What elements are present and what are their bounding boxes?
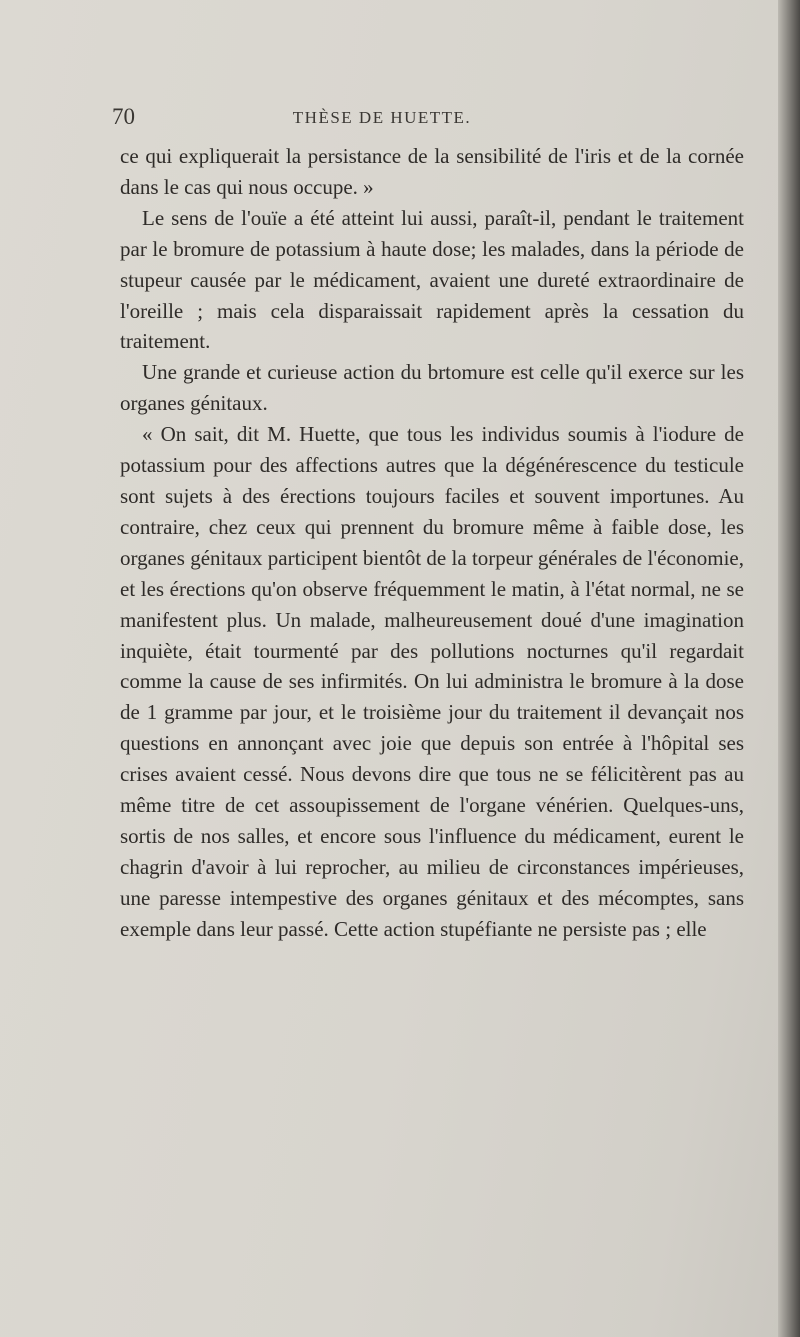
- paragraph: ce qui expliquerait la persistance de la sensibilité de l'iris et de la cornée dans le cas qui nous occupe. »: [120, 144, 744, 199]
- paragraph: Une grande et curieuse action du brtomure est celle qu'il exerce sur les organes génitaux.: [120, 360, 744, 416]
- paragraph: « On sait, dit M. Huette, que tous les individus soumis à l'iodure de potassium pour des affections autres que la dégénérescence du testicule sont sujets à des érections toujours faciles et souvent importunes. Au contraire, chez ceux qui prennent du bromure même à faible dose, les organes génitaux participent bientôt de la torpeur générales de l'économie, et les érections qu'on observe fréquemment le matin, à l'état normal, ne se manifestent plus. Un malade, malheureusement doué d'une imagination inquiète, était tourmenté par des pollutions nocturnes qu'il regardait comme la cause de ses infirmités. On lui administra le bromure à la dose de 1 gramme par jour, et le troisième jour du traitement il devançait nos questions en annonçant avec joie que depuis son entrée à l'hôpital ses crises avaient cessé. Nous devons dire que tous ne se félicitèrent pas au même titre de cet assoupissement de l'organe vénérien. Quelques-uns, sortis de nos salles, et encore sous l'influence du médicament, eurent le chagrin d'avoir à lui reprocher, au milieu de circonstances impérieuses, une paresse intempestive des organes génitaux et des mécomptes, sans exemple dans leur passé. Cette action stupéfiante ne persiste pas ; elle: [120, 422, 744, 941]
- page-number: 70: [112, 104, 135, 129]
- paragraph: Le sens de l'ouïe a été atteint lui aussi, paraît-il, pendant le traitement par le bromure de potassium à haute dose; les malades, dans la période de stupeur causée par le médicament, avaient une dureté extraordinaire de l'oreille ; mais cela disparaissait rapidement après la cessation du traitement.: [120, 205, 744, 354]
- body-text: [120, 141, 744, 945]
- page-edge-shadow: [778, 0, 800, 1337]
- running-title: THÈSE DE HUETTE.: [292, 108, 472, 127]
- page-header: [112, 104, 762, 140]
